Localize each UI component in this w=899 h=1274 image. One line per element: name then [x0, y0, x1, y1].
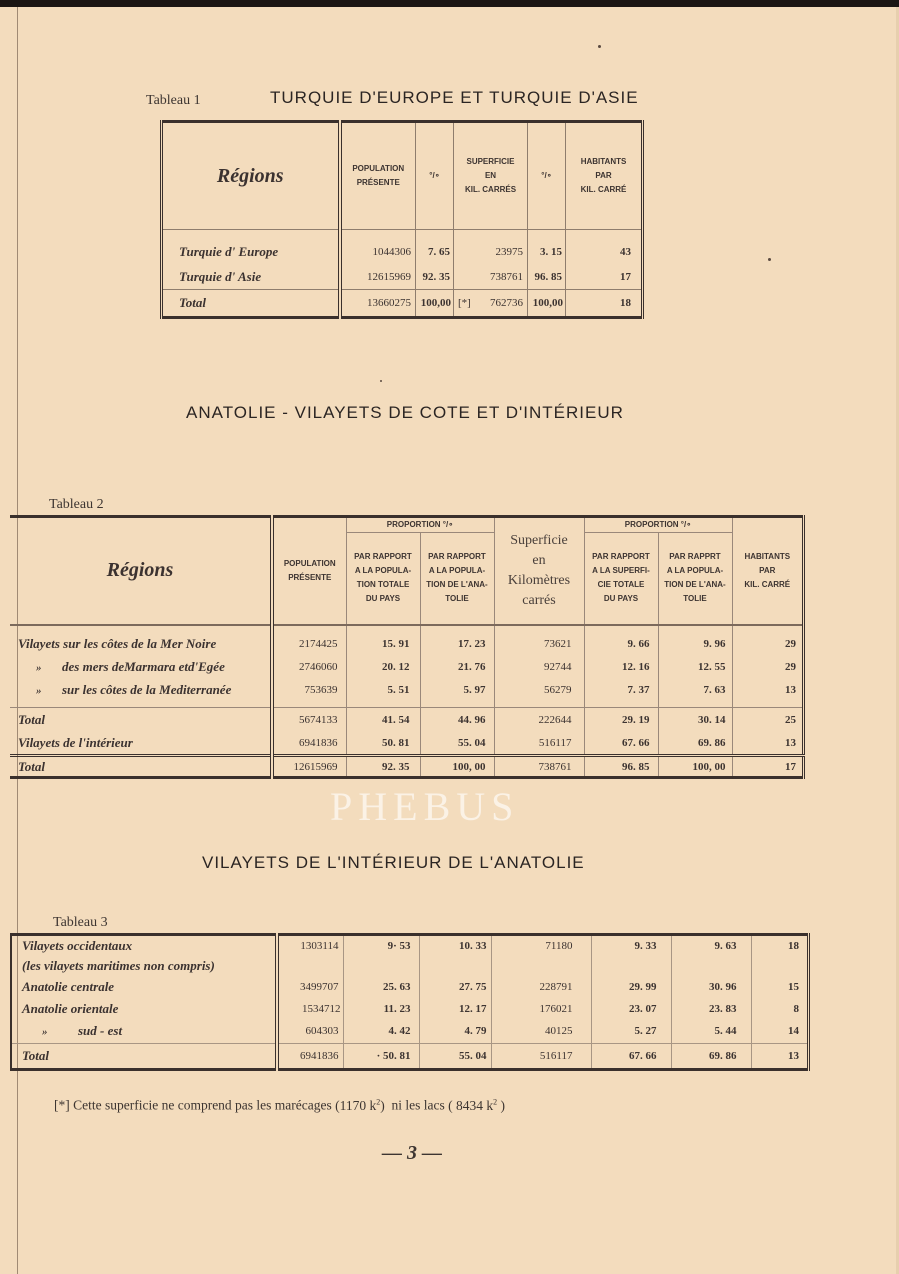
header-superficie: SUPERFICIE EN KIL. CARRÉS	[454, 122, 528, 230]
row-region: » des mers deMarmara etd'Egée	[36, 659, 225, 674]
row-superficie: 516117	[494, 732, 584, 756]
total-label: Total	[18, 758, 45, 774]
row-sup-pays: 23. 07	[591, 998, 671, 1020]
row-population: 2174425	[272, 633, 346, 656]
table-row	[11, 1020, 809, 1044]
total-population: 12615969	[272, 756, 346, 778]
table-row	[11, 935, 809, 956]
header-sup-rapport-anatolie: PAR RAPPRT A LA POPULA- TION DE L'ANA- TOLIE	[658, 533, 732, 625]
header-pop-rapport-anatolie: PAR RAPPORT A LA POPULA- TION DE L'ANA- TOLIE	[420, 533, 494, 625]
table2-label: Tableau 2	[49, 497, 104, 512]
row-superficie: 71180	[491, 935, 591, 956]
row-sup-pays: 29. 99	[591, 976, 671, 998]
row-pct-pays: 50. 81	[346, 732, 420, 756]
row-region: » sur les côtes de la Mediterranée	[36, 682, 232, 697]
row-sup-pays: 9. 66	[584, 633, 658, 656]
row-region: Anatolie orientale	[22, 1000, 119, 1016]
scan-top-edge	[0, 0, 899, 7]
row-pct-pays: 5. 51	[346, 679, 420, 702]
table-total-row	[10, 756, 804, 778]
header-habitants: HABITANTS PAR KIL. CARRÉ	[732, 517, 804, 625]
table-row	[10, 656, 804, 679]
row-region: Vilayets de l'intérieur	[18, 734, 133, 750]
table-row	[10, 679, 804, 702]
row-population: 12615969	[340, 265, 416, 290]
row-sup-pays: 7. 37	[584, 679, 658, 702]
row-sup-anatolie: 30. 14	[658, 708, 732, 732]
row-population: 604303	[277, 1020, 343, 1044]
row-pct-pays: 20. 12	[346, 656, 420, 679]
row-pct-pays: 9· 53	[343, 935, 419, 956]
footnote-marker: [*]	[458, 297, 471, 309]
row-habitants: 17	[566, 265, 643, 290]
total-pct-anatolie: 100, 00	[420, 756, 494, 778]
row-pct-anatolie: 4. 79	[419, 1020, 491, 1044]
row-region: Turquie d' Europe	[179, 244, 279, 259]
watermark: PHEBUS	[330, 784, 520, 829]
header-pct-pop: °/∘	[416, 122, 454, 230]
row-habitants: 18	[751, 935, 809, 956]
table2	[10, 515, 805, 779]
row-region: Vilayets occidentaux	[22, 937, 133, 953]
table-row	[11, 976, 809, 998]
row-pct-pays: 4. 42	[343, 1020, 419, 1044]
table-row	[162, 240, 643, 265]
total-pct-pays: · 50. 81	[343, 1044, 419, 1070]
row-habitants: 29	[732, 633, 804, 656]
total-pct-sup: 100,00	[528, 290, 566, 318]
header-proportion-pop: PROPORTION °/∘	[346, 517, 494, 533]
row-habitants: 15	[751, 976, 809, 998]
total-pct-pays: 92. 35	[346, 756, 420, 778]
row-pct-pays: 25. 63	[343, 976, 419, 998]
total-pct-anatolie: 55. 04	[419, 1044, 491, 1070]
header-superficie: Superficie en Kilomètres carrés	[494, 517, 584, 625]
row-population: 1303114	[277, 935, 343, 956]
row-sup-pays: 5. 27	[591, 1020, 671, 1044]
ditto-mark: »	[42, 1026, 48, 1039]
row-sup-pays: 9. 33	[591, 935, 671, 956]
table-row-note	[11, 956, 809, 976]
total-sup-pays: 96. 85	[584, 756, 658, 778]
header-regions: Régions	[10, 517, 272, 625]
total-sup-anatolie: 100, 00	[658, 756, 732, 778]
row-superficie: 56279	[494, 679, 584, 702]
table-total-row	[11, 1044, 809, 1070]
row-pct-sup: 3. 15	[528, 240, 566, 265]
total-superficie: [*] 762736	[454, 290, 528, 318]
row-pct-pop: 7. 65	[416, 240, 454, 265]
row-superficie: 176021	[491, 998, 591, 1020]
row-superficie: 228791	[491, 976, 591, 998]
row-sup-anatolie: 12. 55	[658, 656, 732, 679]
table-row	[11, 998, 809, 1020]
row-pct-pop: 92. 35	[416, 265, 454, 290]
row-sup-anatolie: 7. 63	[658, 679, 732, 702]
ditto-mark: »	[36, 685, 42, 697]
total-population: 6941836	[277, 1044, 343, 1070]
row-habitants: 43	[566, 240, 643, 265]
paper-speck	[768, 258, 771, 261]
table-row	[10, 633, 804, 656]
row-habitants: 29	[732, 656, 804, 679]
footnote-text: Cette superficie ne comprend pas les marécages	[73, 1097, 332, 1113]
footnote-lakes: ( 8434 $k^2$ )	[448, 1097, 506, 1113]
row-population: 5674133	[272, 708, 346, 732]
paper-speck	[598, 45, 601, 48]
total-sup-pays: 67. 66	[591, 1044, 671, 1070]
table3	[10, 933, 810, 1071]
header-sup-rapport-pays: PAR RAPPORT A LA SUPERFI- CIE TOTALE DU PAYS	[584, 533, 658, 625]
row-pct-anatolie: 10. 33	[419, 935, 491, 956]
row-pct-anatolie: 21. 76	[420, 656, 494, 679]
total-population: 13660275	[340, 290, 416, 318]
row-sup-anatolie: 23. 83	[671, 998, 751, 1020]
row-region: Vilayets sur les côtes de la Mer Noire	[18, 636, 217, 651]
table-total-row	[162, 290, 643, 318]
table3-label: Tableau 3	[53, 915, 108, 930]
row-pct-pays: 41. 54	[346, 708, 420, 732]
footnote-marker: [*]	[54, 1097, 70, 1113]
row-superficie: 222644	[494, 708, 584, 732]
row-habitants: 14	[751, 1020, 809, 1044]
table1-title: TURQUIE D'EUROPE ET TURQUIE D'ASIE	[270, 88, 639, 107]
row-habitants: 8	[751, 998, 809, 1020]
row-pct-anatolie: 12. 17	[419, 998, 491, 1020]
row-population: 1044306	[340, 240, 416, 265]
row-region: Turquie d' Asie	[179, 268, 262, 284]
row-region: » sud - est	[42, 1023, 123, 1039]
total-label: Total	[22, 1048, 49, 1063]
row-population: 6941836	[272, 732, 346, 756]
total-habitants: 18	[566, 290, 643, 318]
page-number: — 3 —	[382, 1142, 442, 1164]
row-sup-anatolie: 5. 44	[671, 1020, 751, 1044]
row-sup-anatolie: 69. 86	[658, 732, 732, 756]
row-population: 2746060	[272, 656, 346, 679]
table3-title: VILAYETS DE L'INTÉRIEUR DE L'ANATOLIE	[202, 853, 585, 872]
row-sup-pays: 67. 66	[584, 732, 658, 756]
header-population: POPULATION PRÉSENTE	[340, 122, 416, 230]
row-region: Anatolie centrale	[22, 978, 115, 994]
header-pct-sup: °/∘	[528, 122, 566, 230]
row-pct-anatolie: 55. 04	[420, 732, 494, 756]
row-habitants: 13	[732, 679, 804, 702]
header-population: POPULATION PRÉSENTE	[272, 517, 346, 625]
header-pop-rapport-pays: PAR RAPPORT A LA POPULA- TION TOTALE DU PAYS	[346, 533, 420, 625]
row-superficie: 40125	[491, 1020, 591, 1044]
total-superficie: 516117	[491, 1044, 591, 1070]
row-population: 3499707	[277, 976, 343, 998]
subtotal-label: Total	[18, 711, 45, 727]
total-habitants: 13	[751, 1044, 809, 1070]
row-pct-anatolie: 44. 96	[420, 708, 494, 732]
header-proportion-sup: PROPORTION °/∘	[584, 517, 732, 533]
row-sup-anatolie: 9. 96	[658, 633, 732, 656]
row-pct-pays: 11. 23	[343, 998, 419, 1020]
row-superficie: 23975	[454, 240, 528, 265]
row-population: 753639	[272, 679, 346, 702]
table-subtotal-row	[10, 708, 804, 732]
total-sup-anatolie: 69. 86	[671, 1044, 751, 1070]
row-pct-pays: 15. 91	[346, 633, 420, 656]
table1	[160, 120, 644, 319]
row-sup-anatolie: 9. 63	[671, 935, 751, 956]
table1-label: Tableau 1	[146, 93, 201, 108]
table2-title: ANATOLIE - VILAYETS DE COTE ET D'INTÉRIEUR	[186, 403, 624, 422]
row-population: 1534712	[277, 998, 343, 1020]
row-superficie: 92744	[494, 656, 584, 679]
footnote-marshes: (1170 $k^2$)	[335, 1097, 385, 1113]
row-pct-sup: 96. 85	[528, 265, 566, 290]
row-sup-anatolie: 30. 96	[671, 976, 751, 998]
table1-header-row	[162, 122, 643, 230]
total-label: Total	[179, 295, 206, 310]
row-habitants: 25	[732, 708, 804, 732]
paper-speck	[380, 380, 382, 382]
total-habitants: 17	[732, 756, 804, 778]
header-habitants: HABITANTS PAR KIL. CARRÉ	[566, 122, 643, 230]
footnote	[54, 1097, 505, 1114]
row-pct-anatolie: 5. 97	[420, 679, 494, 702]
row-sup-pays: 12. 16	[584, 656, 658, 679]
row-pct-anatolie: 27. 75	[419, 976, 491, 998]
total-pct-pop: 100,00	[416, 290, 454, 318]
row-superficie: 738761	[454, 265, 528, 290]
total-superficie: 738761	[494, 756, 584, 778]
ditto-mark: »	[36, 662, 42, 674]
row-pct-anatolie: 17. 23	[420, 633, 494, 656]
table2-header-row	[10, 517, 804, 533]
table-row	[162, 265, 643, 290]
region-note: (les vilayets maritimes non compris)	[22, 957, 215, 973]
header-regions: Régions	[162, 122, 340, 230]
table-row	[10, 732, 804, 756]
row-sup-pays: 29. 19	[584, 708, 658, 732]
row-habitants: 13	[732, 732, 804, 756]
footnote-lakes-prefix: ni les lacs	[391, 1097, 445, 1113]
row-superficie: 73621	[494, 633, 584, 656]
